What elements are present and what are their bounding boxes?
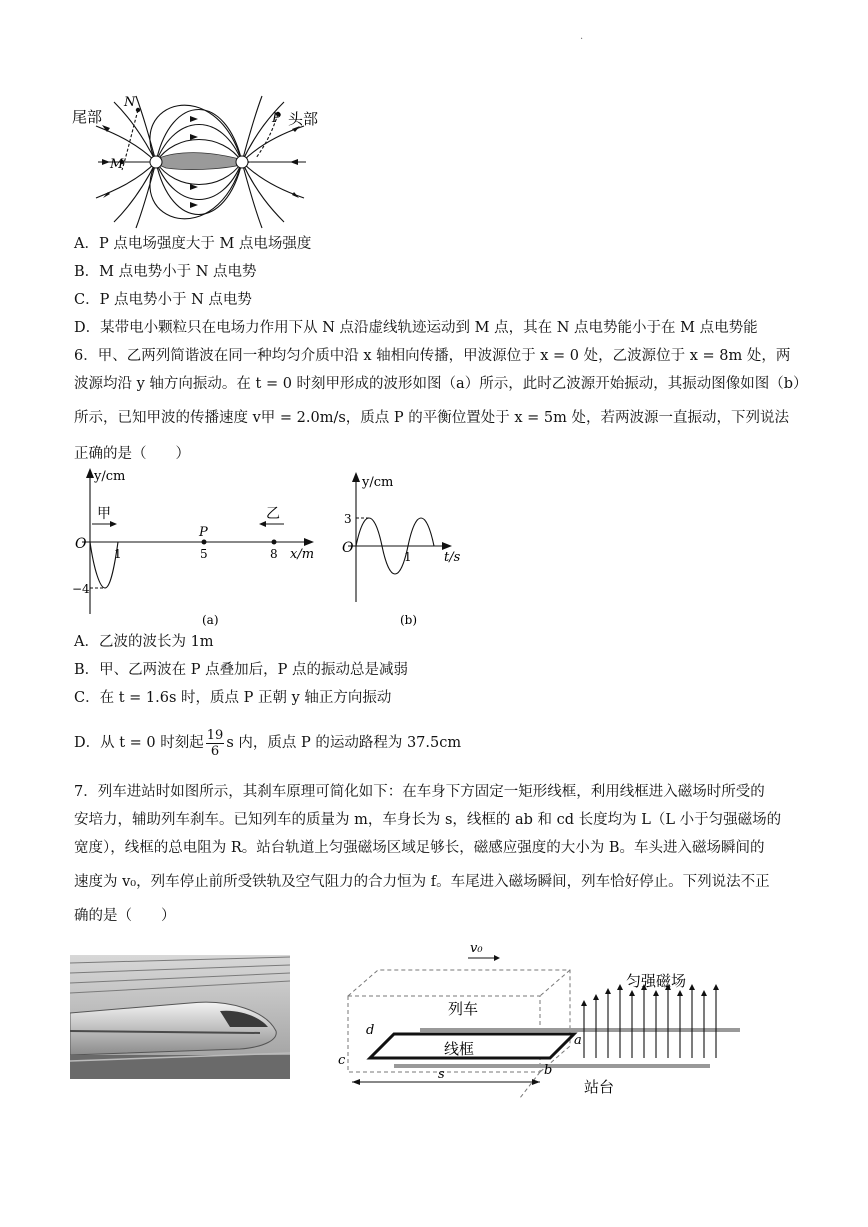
q7-line-2: 安培力，辅助列车刹车。已知列车的质量为 m，车身长为 s，线框的 ab 和 cd 长度均为 L（L 小于匀强磁场的 bbox=[74, 812, 782, 828]
label-tail: 尾部 bbox=[72, 108, 103, 126]
maglev-train-photo bbox=[70, 955, 290, 1079]
q6-option-d-pre: D．从 t = 0 时刻起 bbox=[74, 735, 204, 751]
header-mark: · bbox=[580, 34, 584, 45]
fig-a-tick-8: 8 bbox=[270, 547, 278, 561]
q7-line-1: 7．列车进站时如图所示，其刹车原理可简化如下：在车身下方固定一矩形线框，利用线框进入磁场时所受的 bbox=[74, 784, 765, 800]
label-m: M bbox=[110, 157, 124, 172]
label-head: 头部 bbox=[288, 110, 319, 128]
fig-a-caption: (a) bbox=[202, 613, 219, 627]
q6-option-b: B．甲、乙两波在 P 点叠加后，P 点的振动总是减弱 bbox=[74, 662, 408, 678]
label-b: b bbox=[544, 1063, 553, 1078]
fig-a-label-yi: 乙 bbox=[266, 506, 280, 522]
fig-b-tick-1: 1 bbox=[404, 550, 412, 564]
q6-option-d bbox=[74, 726, 461, 760]
fig-b-tick-3: 3 bbox=[344, 512, 352, 526]
fig-a-xlabel: x/m bbox=[290, 547, 315, 562]
fig-a-ylabel: y/cm bbox=[94, 469, 126, 484]
label-frame: 线框 bbox=[444, 1040, 475, 1058]
fig-b-caption: (b) bbox=[400, 613, 418, 627]
q5-option-d: D．某带电小颗粒只在电场力作用下从 N 点沿虚线轨迹运动到 M 点，其在 N 点电势能小于在 M 点电势能 bbox=[74, 320, 758, 336]
q6-option-a: A．乙波的波长为 1m bbox=[74, 634, 214, 650]
fig-a-tick-5: 5 bbox=[200, 547, 208, 561]
fraction-19-6 bbox=[206, 728, 225, 759]
label-a: a bbox=[574, 1033, 582, 1048]
q6-option-d-post: s 内，质点 P 的运动路程为 37.5cm bbox=[226, 735, 462, 751]
fig-b-ylabel: y/cm bbox=[362, 475, 394, 490]
q7-line-4: 速度为 v₀，列车停止前所受铁轨及空气阻力的合力恒为 f。车尾进入磁场瞬间，列车恰好停止。下列说法不正 bbox=[74, 874, 770, 890]
fraction-numerator: 19 bbox=[206, 727, 224, 743]
fraction-denominator: 6 bbox=[210, 743, 220, 759]
label-field: 匀强磁场 bbox=[626, 972, 687, 990]
label-v0: v₀ bbox=[470, 941, 483, 956]
q7-line-3: 宽度），线框的总电阻为 R。站台轨道上匀强磁场区域足够长，磁感应强度的大小为 B。车头进入磁场瞬间的 bbox=[74, 840, 765, 856]
q5-option-c: C．P 点电势小于 N 点电势 bbox=[74, 292, 252, 308]
fig-b-origin: O bbox=[342, 540, 354, 556]
wave-figure-b bbox=[336, 466, 476, 630]
fig-a-tick-1: 1 bbox=[114, 547, 122, 561]
label-n: N bbox=[124, 95, 136, 110]
label-s: s bbox=[438, 1067, 445, 1082]
fig-b-xlabel: t/s bbox=[444, 550, 461, 565]
q6-line-4: 正确的是（ ） bbox=[74, 446, 190, 462]
wave-figure-a bbox=[70, 466, 330, 630]
q5-option-a: A．P 点电场强度大于 M 点电场强度 bbox=[74, 236, 312, 252]
q5-option-b: B．M 点电势小于 N 点电势 bbox=[74, 264, 257, 280]
label-train: 列车 bbox=[448, 1000, 479, 1018]
label-station: 站台 bbox=[584, 1078, 615, 1096]
electric-field-figure bbox=[66, 92, 336, 232]
fig-a-label-p: P bbox=[199, 525, 208, 540]
q6-option-c: C．在 t = 1.6s 时，质点 P 正朝 y 轴正方向振动 bbox=[74, 690, 392, 706]
fig-a-label-jia: 甲 bbox=[97, 506, 111, 522]
q7-line-5: 确的是（ ） bbox=[74, 908, 176, 924]
fig-a-tick-neg4: −4 bbox=[72, 582, 90, 596]
q6-line-3: 所示，已知甲波的传播速度 v甲 = 2.0m/s，质点 P 的平衡位置处于 x = 5m 处，若两波源一直振动，下列说法 bbox=[74, 410, 790, 426]
braking-schematic bbox=[330, 938, 750, 1108]
q6-line-1: 6．甲、乙两列简谐波在同一种均匀介质中沿 x 轴相向传播，甲波源位于 x = 0 处，乙波源位于 x = 8m 处，两 bbox=[74, 348, 791, 364]
q6-line-2: 波源均沿 y 轴方向振动。在 t = 0 时刻甲形成的波形如图（a）所示，此时乙波源开始振动，其振动图像如图（b） bbox=[74, 376, 808, 392]
label-d: d bbox=[366, 1023, 375, 1038]
fig-a-origin: O bbox=[75, 536, 87, 552]
label-p: P bbox=[272, 111, 281, 126]
label-c: c bbox=[338, 1053, 346, 1068]
